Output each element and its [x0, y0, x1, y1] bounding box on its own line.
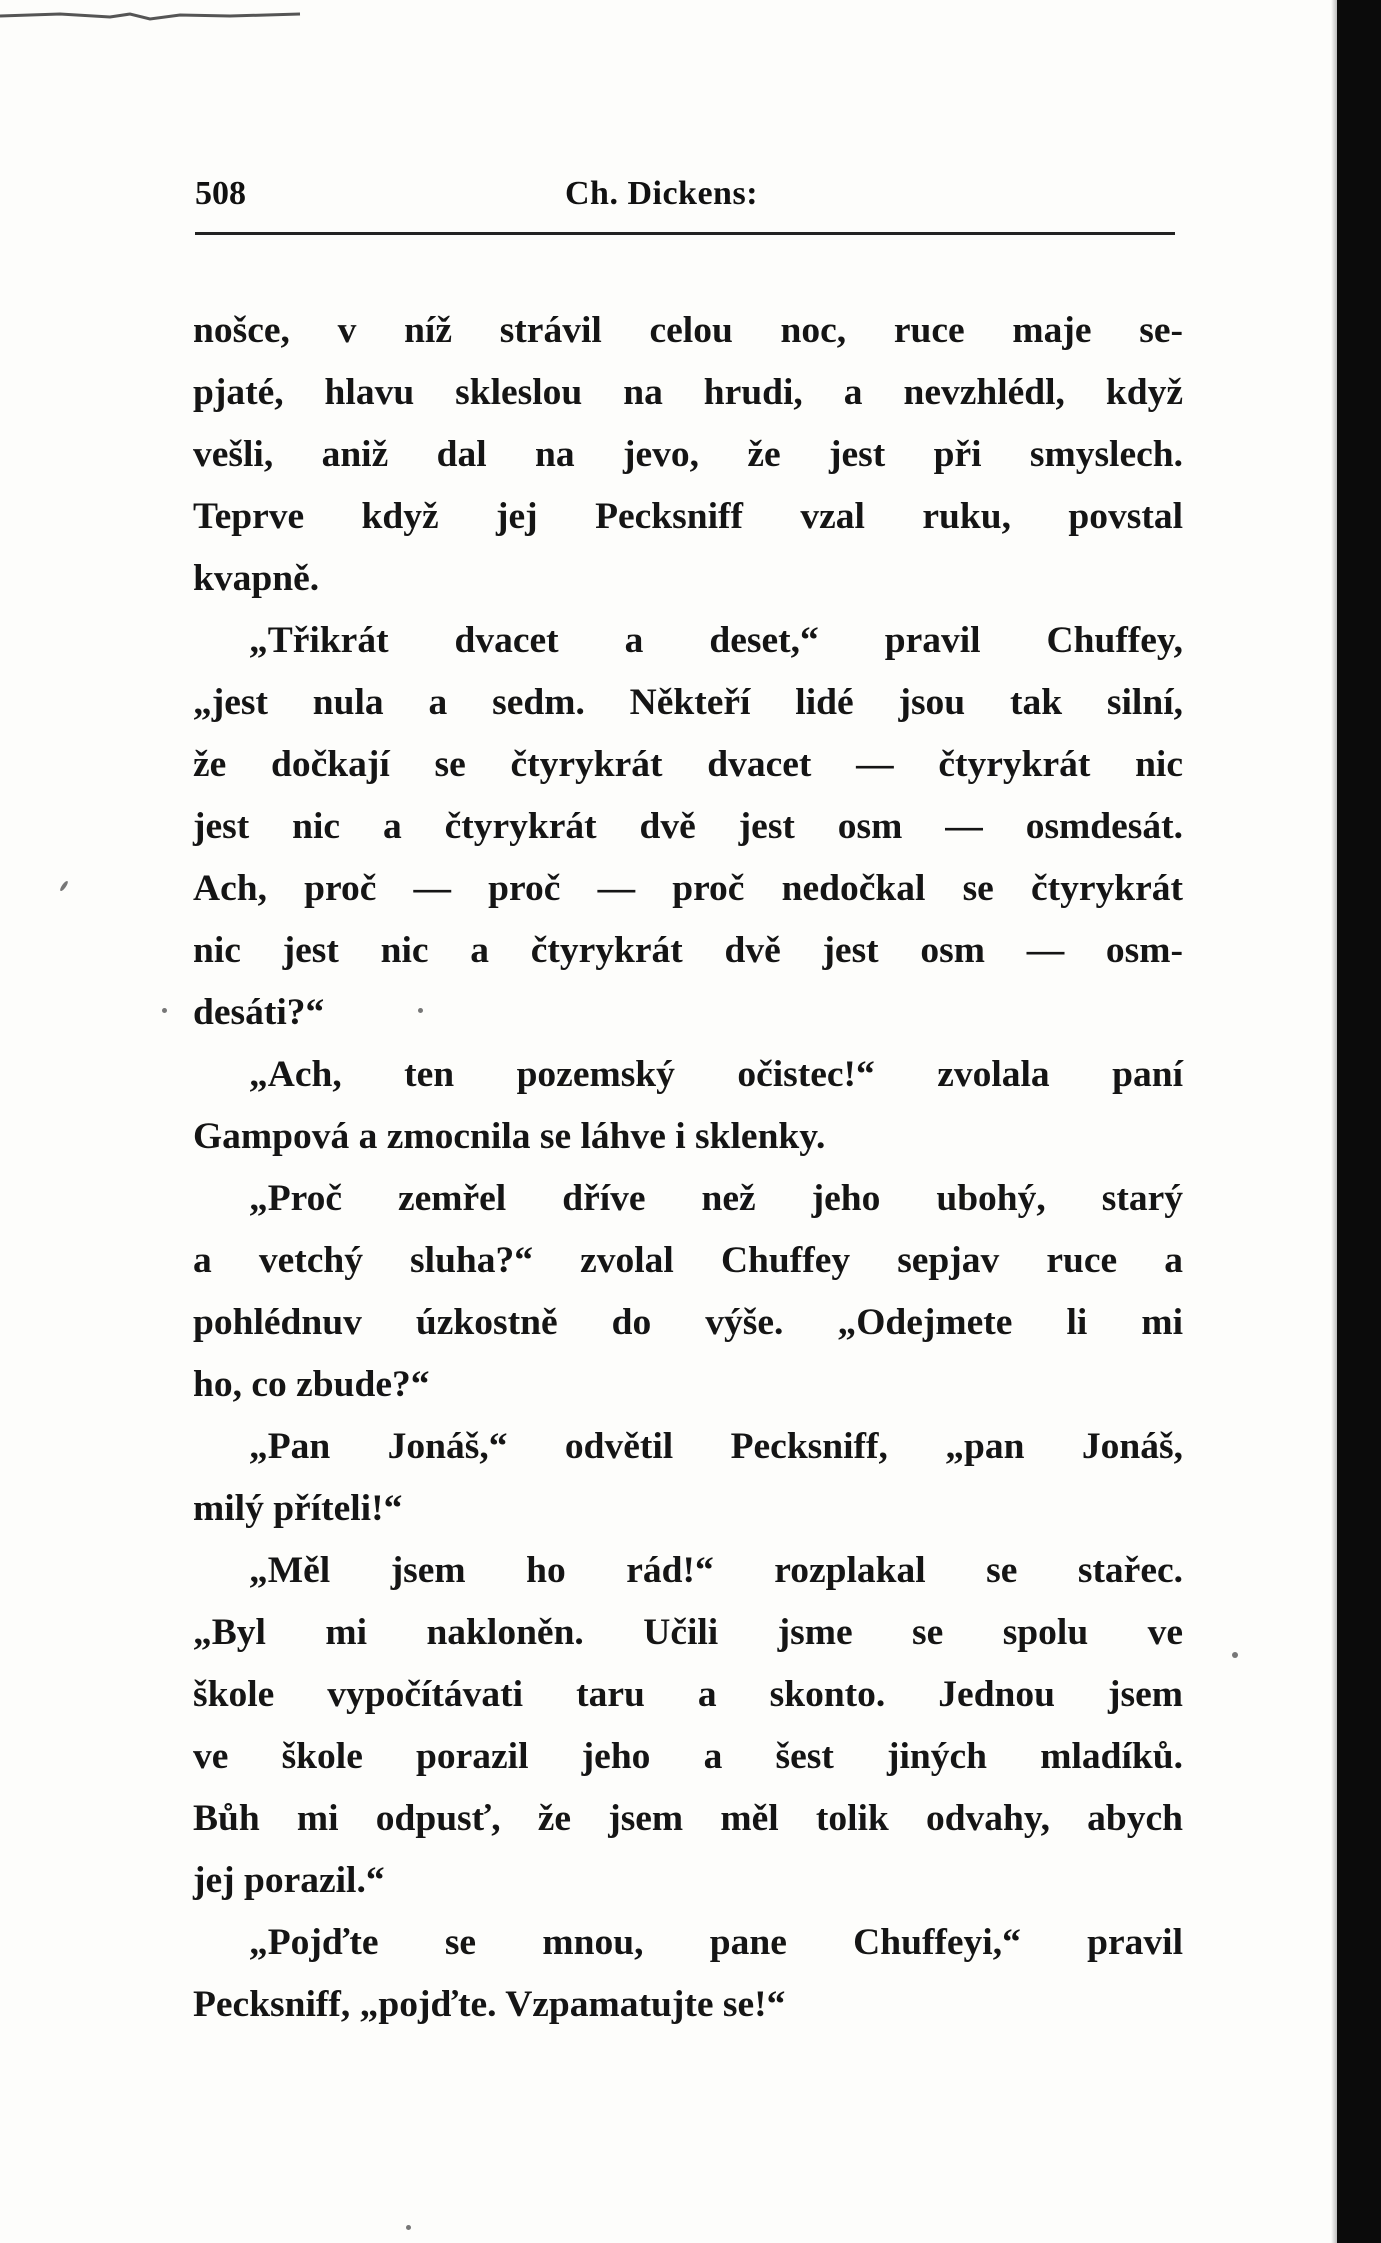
page-number: 508: [195, 175, 246, 212]
scan-border: [1337, 0, 1381, 2243]
body-text: [193, 300, 1183, 2036]
scan-smudge: [0, 0, 330, 28]
text-line: jest nic a čtyrykrát dvě jest osm — osmdesát.: [193, 806, 1183, 847]
header-rule: [195, 232, 1175, 235]
text-line: vešli, aniž dal na jevo, že jest při smyslech.: [193, 434, 1183, 475]
text-line: Teprve když jej Pecksniff vzal ruku, povstal: [193, 496, 1183, 537]
scan-speck: [406, 2225, 411, 2230]
text-line: „Pan Jonáš,“ odvětil Pecksniff, „pan Jonáš,: [249, 1426, 1183, 1467]
text-line: „Ach, ten pozemský očistec!“ zvolala paní: [249, 1054, 1183, 1095]
text-line: „Byl mi nakloněn. Učili jsme se spolu ve: [193, 1612, 1183, 1653]
scan-speck: [162, 1008, 167, 1013]
text-line: „jest nula a sedm. Někteří lidé jsou tak silní,: [193, 682, 1183, 723]
text-line: Pecksniff, „pojďte. Vzpamatujte se!“: [193, 1984, 786, 2025]
text-line: kvapně.: [193, 558, 320, 599]
text-line: desáti?“: [193, 992, 325, 1033]
text-line: ho, co zbude?“: [193, 1364, 430, 1405]
running-head: Ch. Dickens:: [565, 175, 759, 212]
text-line: nošce, v níž strávil celou noc, ruce maje se-: [193, 310, 1183, 351]
text-line: milý příteli!“: [193, 1488, 403, 1529]
text-line: Ach, proč — proč — proč nedočkal se čtyrykrát: [193, 868, 1183, 909]
text-line: a vetchý sluha?“ zvolal Chuffey sepjav ruce a: [193, 1240, 1183, 1281]
text-line: jej porazil.“: [193, 1860, 385, 1901]
text-line: „Pojďte se mnou, pane Chuffeyi,“ pravil: [249, 1922, 1183, 1963]
scan-speck: [1232, 1652, 1238, 1658]
text-line: pohlédnuv úzkostně do výše. „Odejmete li mi: [193, 1302, 1183, 1343]
text-line: Bůh mi odpusť, že jsem měl tolik odvahy, abych: [193, 1798, 1183, 1839]
scan-speck: [59, 880, 69, 892]
scan-speck: [418, 1008, 423, 1013]
text-line: pjaté, hlavu skleslou na hrudi, a nevzhlédl, když: [193, 372, 1183, 413]
text-line: ve škole porazil jeho a šest jiných mladíků.: [193, 1736, 1183, 1777]
text-line: Gampová a zmocnila se láhve i sklenky.: [193, 1116, 826, 1157]
page-header: [195, 170, 1175, 218]
text-line: „Měl jsem ho rád!“ rozplakal se stařec.: [249, 1550, 1183, 1591]
text-line: škole vypočítávati taru a skonto. Jednou jsem: [193, 1674, 1183, 1715]
text-line: nic jest nic a čtyrykrát dvě jest osm — osm-: [193, 930, 1183, 971]
text-line: že dočkají se čtyrykrát dvacet — čtyrykrát nic: [193, 744, 1183, 785]
text-line: „Proč zemřel dříve než jeho ubohý, starý: [249, 1178, 1183, 1219]
text-line: „Třikrát dvacet a deset,“ pravil Chuffey,: [249, 620, 1183, 661]
